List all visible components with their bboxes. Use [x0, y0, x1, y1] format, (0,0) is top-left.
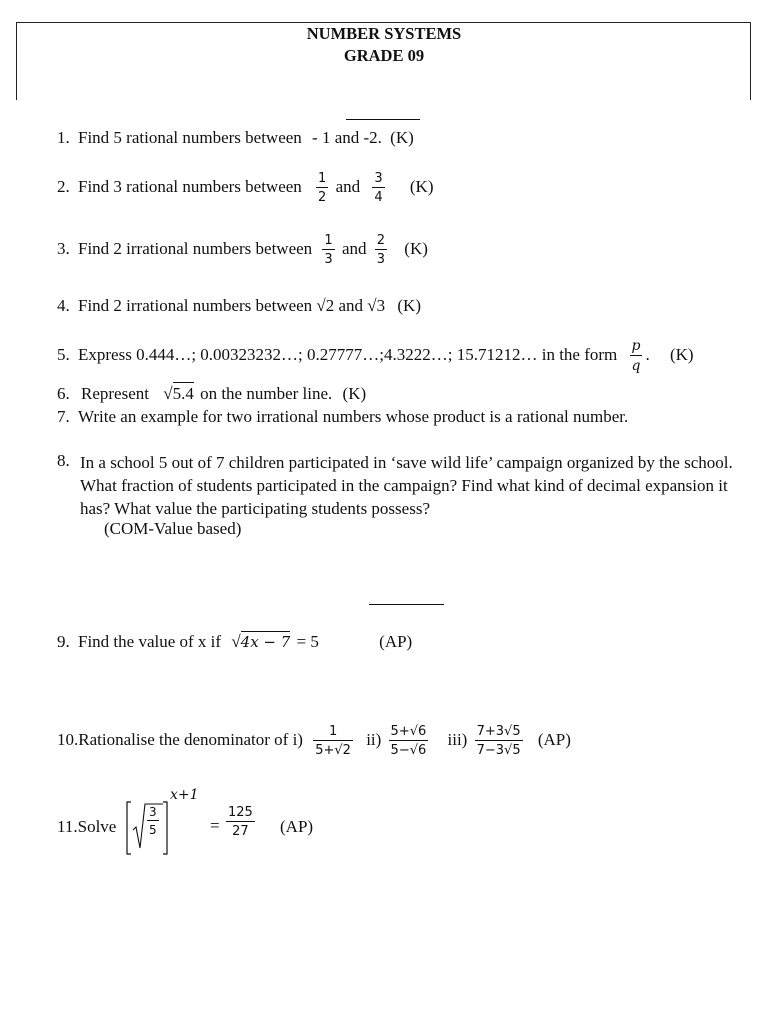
question-7: 7. Write an example for two irrational numbers whose product is a rational number. [57, 407, 629, 426]
fraction: $\frac{7+3√5}{7-3√5}$ [476, 724, 521, 758]
square-root: √5.4 [163, 384, 194, 403]
fraction: $\frac{1}{3}$ [324, 233, 333, 267]
page-title: NUMBER SYSTEMS [306, 24, 462, 43]
equals-sign: = [210, 816, 220, 835]
question-9: 9. Find the value of x if √4x − 7 = 5 (AP) [57, 632, 413, 651]
fraction: $\frac{3}{5}$ [149, 805, 157, 837]
overline-mark [346, 119, 420, 120]
question-5: 5. Express 0.444…; 0.00323232…; 0.27777…;4.3222…; 15.71212… in the form $\frac{p}{q}$ . (K) [57, 338, 694, 374]
question-2: 2. Find 3 rational numbers between $\frac{1}{2}$ and $\frac{3}{4}$ (K) [57, 171, 434, 205]
fraction: $\frac{5+√6}{5-√6}$ [390, 724, 427, 758]
exponent: x+1 [170, 787, 199, 803]
question-10: 10.Rationalise the denominator of i) $\frac{1}{5+√2}$ ii) $\frac{5+√6}{5-√6}$ iii) $\frac{7+3√5}{7-3√5}$ (AP) [57, 724, 571, 758]
page-subtitle: GRADE 09 [343, 46, 425, 65]
fraction: $\frac{3}{4}$ [374, 171, 383, 205]
question-6: 6. Represent √5.4 on the number line. (K) [57, 384, 367, 403]
question-8: In a school 5 out of 7 children participated in ‘save wild life’ campaign organized by the school. What fraction of students participated in the campaign? Find what kind of decimal expansion it has? What value the participating students possess? [80, 453, 733, 518]
question-3: 3. Find 2 irrational numbers between $\frac{1}{3}$ and $\frac{2}{3}$ (K) [57, 233, 428, 267]
question-1: 1. Find 5 rational numbers between - 1 and -2. (K) [57, 128, 414, 147]
question-11-tag: (AP) [280, 817, 314, 836]
right-bracket [163, 802, 167, 854]
fraction: $\frac{125}{27}$ [228, 805, 253, 839]
question-4: 4. Find 2 irrational numbers between √2 and √3 (K) [57, 296, 421, 315]
question-8-number: 8. [57, 451, 70, 470]
question-11-label: 11.Solve [57, 817, 117, 836]
fraction: $\frac{2}{3}$ [376, 233, 386, 267]
fraction: $\frac{p}{q}$ [631, 338, 641, 374]
square-root: √4x − 7 [231, 632, 291, 651]
question-8-tag: (COM-Value based) [104, 519, 242, 538]
separator-line [369, 604, 444, 605]
fraction: $\frac{1}{5+√2}$ [315, 724, 351, 758]
left-bracket [127, 802, 131, 854]
fraction: $\frac{1}{2}$ [318, 171, 327, 205]
